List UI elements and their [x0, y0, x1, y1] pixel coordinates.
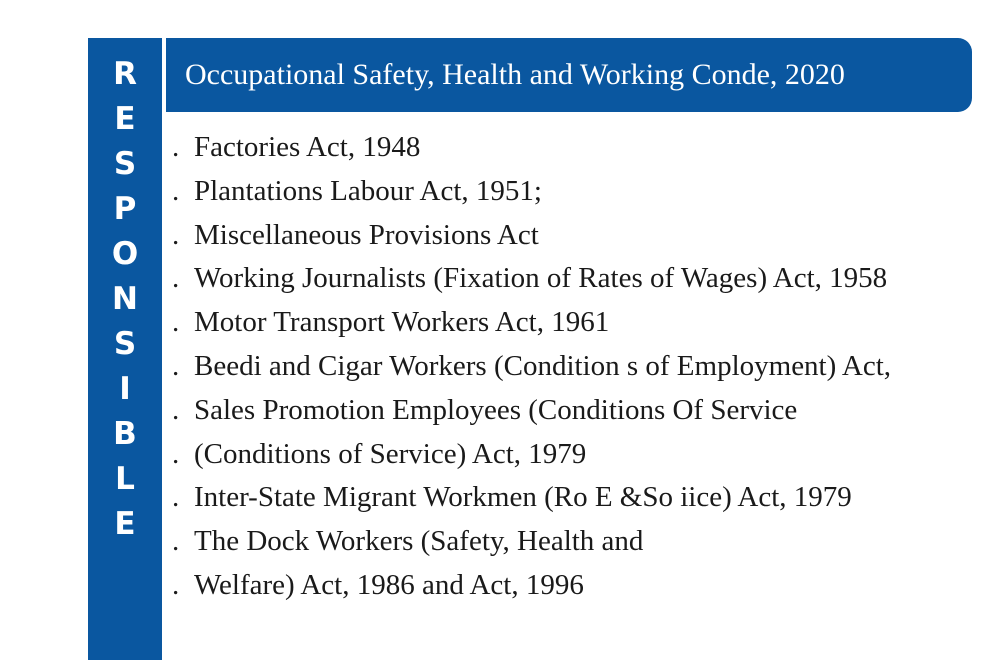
bullet: . [172, 131, 180, 163]
page-title: Occupational Safety, Health and Working Conde, 2020 [185, 58, 845, 91]
bullet: . [172, 174, 180, 207]
list-item [172, 433, 891, 477]
list-item [172, 126, 891, 170]
list-item [172, 214, 891, 258]
list-item [172, 257, 891, 301]
header-band [166, 38, 972, 112]
bullet: . [172, 481, 180, 514]
bullet: . [172, 306, 180, 339]
act-text: Welfare) Act, 1986 and Act, 1996 [194, 568, 584, 601]
act-text: The Dock Workers (Safety, Health and [194, 525, 644, 558]
side-letters [88, 52, 162, 547]
side-letter: B [113, 416, 137, 452]
list-item [172, 301, 891, 345]
side-letter: O [111, 236, 139, 272]
side-letter: L [115, 461, 135, 497]
side-letter: I [119, 371, 131, 407]
bullet: . [172, 349, 180, 382]
act-text: Miscellaneous Provisions Act [194, 218, 539, 251]
list-item [172, 345, 891, 389]
side-letter: E [114, 101, 136, 137]
act-text: Plantations Labour Act, 1951; [194, 174, 542, 207]
responsible-side-bar [88, 38, 162, 660]
side-letter: N [112, 281, 138, 317]
side-letter: S [113, 146, 137, 182]
act-text: Factories Act, 1948 [194, 131, 421, 163]
list-item [172, 170, 891, 214]
act-text: Motor Transport Workers Act, 1961 [194, 306, 610, 339]
bullet: . [172, 568, 180, 601]
list-item [172, 520, 891, 564]
list-item [172, 476, 891, 520]
side-letter: R [113, 56, 137, 92]
act-text: (Conditions of Service) Act, 1979 [194, 437, 587, 470]
bullet: . [172, 525, 180, 558]
bullet: . [172, 218, 180, 251]
act-text: Working Journalists (Fixation of Rates of Wages) Act, 1958 [194, 262, 888, 295]
bullet: . [172, 393, 180, 426]
side-letter: S [113, 326, 137, 362]
acts-list [172, 126, 891, 608]
bullet: . [172, 262, 180, 295]
act-text: Beedi and Cigar Workers (Condition s of Employment) Act, [194, 349, 892, 382]
side-letter: E [114, 506, 136, 542]
list-item [172, 564, 891, 608]
bullet: . [172, 437, 180, 470]
list-item [172, 389, 891, 433]
act-text: Inter-State Migrant Workmen (Ro E &So iice) Act, 1979 [194, 481, 852, 514]
side-letter: P [113, 191, 137, 227]
act-text: Sales Promotion Employees (Conditions Of Service [194, 393, 798, 426]
